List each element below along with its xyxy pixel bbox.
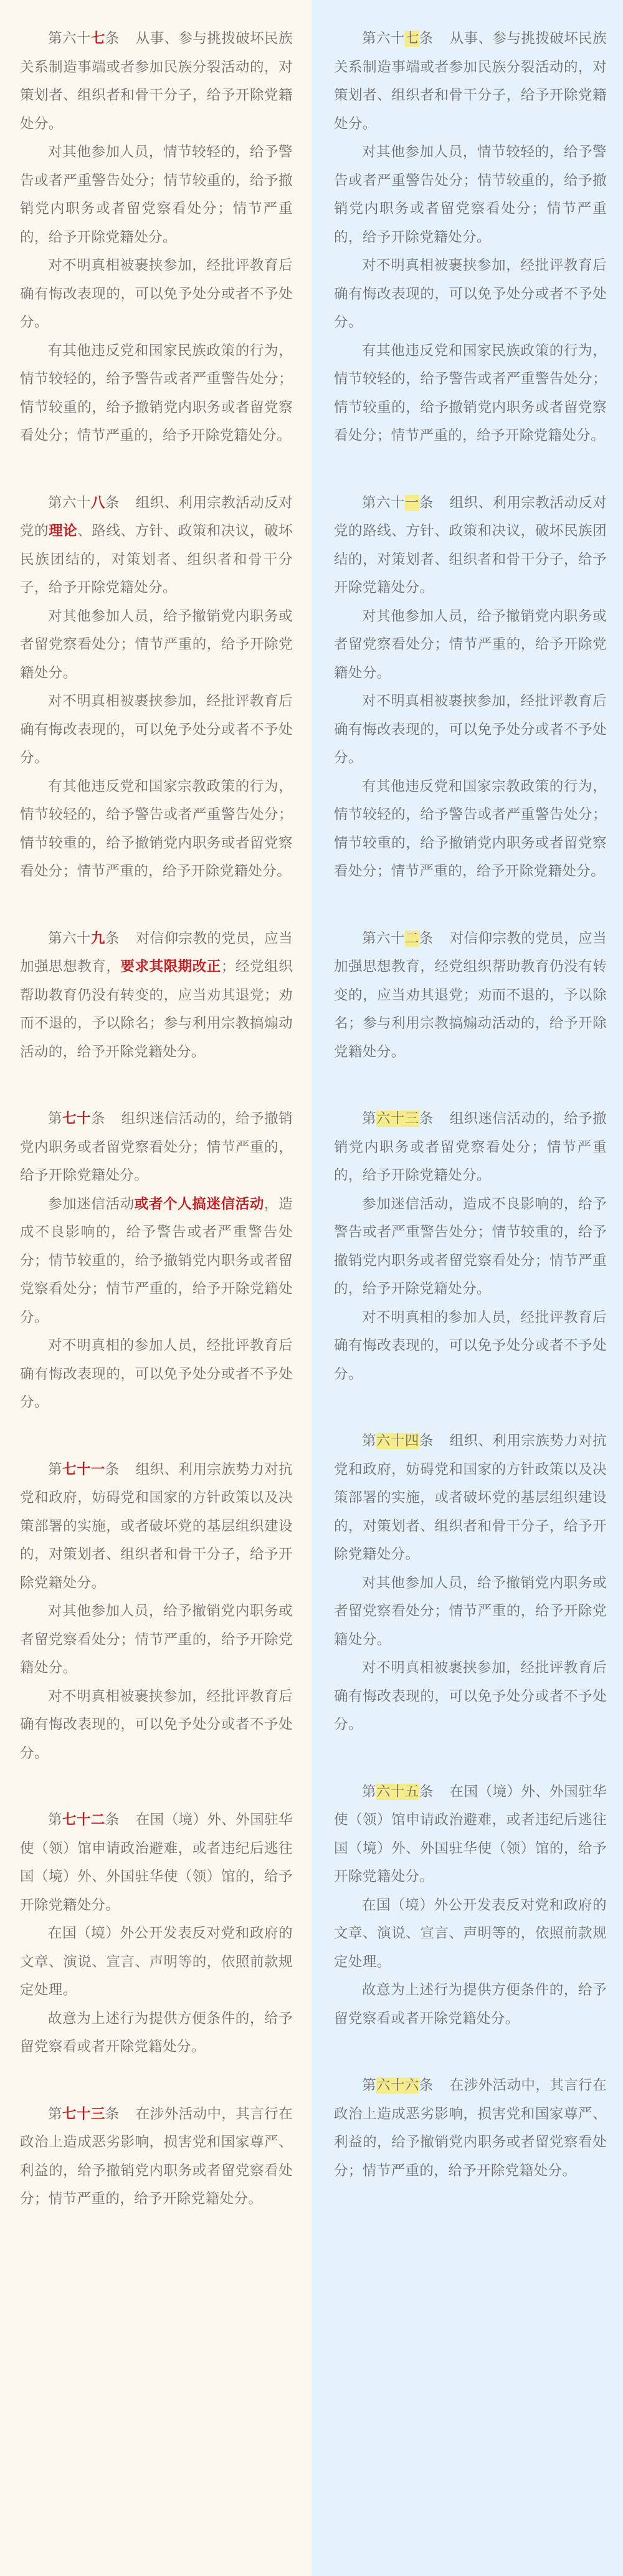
text-segment: 、路线、方针、政策和决议，破坏民族团结的，对策划者、组织者和骨干分子，给予开除党籍处分。: [20, 523, 293, 596]
text-segment: 故意为上述行为提供方便条件的，给予留党察看或者开除党籍处分。: [20, 2010, 293, 2055]
article-number: [48, 1812, 120, 1828]
article-paragraph: [20, 1920, 293, 2005]
article-paragraph: [334, 1190, 607, 1304]
original-text-column: [312, 0, 623, 2576]
article-paragraph: [20, 489, 293, 603]
article-number-suffix: 条: [105, 1461, 120, 1478]
text-segment: 对其他参加人员，给予撤销党内职务或者留党察看处分；情节严重的，给予开除党籍处分。: [20, 1603, 293, 1676]
article-number-suffix: 条: [105, 494, 120, 511]
text-segment: 组织、利用宗教活动反对党的路线、方针、政策和决议，破坏民族团结的，对策划者、组织者和骨干分子，给予开除党籍处分。: [334, 494, 607, 596]
text-segment: 对不明真相的参加人员，经批评教育后确有悔改表现的，可以免予处分或者不予处分。: [20, 1338, 293, 1410]
text-segment: 组织迷信活动的，给予撤销党内职务或者留党察看处分；情节严重的，给予开除党籍处分。: [334, 1111, 607, 1184]
article-number-suffix: 条: [105, 2105, 120, 2122]
text-segment: 参加迷信活动: [48, 1195, 135, 1212]
article-number-prefix: 第: [48, 2105, 62, 2122]
article-number-suffix: 条: [419, 1433, 434, 1449]
article-number-prefix: 第: [48, 1461, 62, 1478]
article-number: [48, 931, 120, 947]
article-number-prefix: 第六十: [362, 494, 405, 511]
text-segment: 对其他参加人员，情节较轻的，给予警告或者严重警告处分；情节较重的，给予撤销党内职务或者留党察看处分；情节严重的，给予开除党籍处分。: [334, 144, 607, 246]
added-text: 或者个人搞迷信活动: [134, 1195, 264, 1212]
article-number-suffix: 条: [419, 1783, 434, 1800]
article-number-prefix: 第六十: [48, 930, 91, 947]
text-segment: 对不明真相的参加人员，经批评教育后确有悔改表现的，可以免予处分或者不予处分。: [334, 1309, 607, 1382]
text-segment: 在国（境）外、外国驻华使（领）馆申请政治避难，或者违纪后逃往国（境）外、外国驻华使（领）馆的，给予开除党籍处分。: [334, 1783, 607, 1885]
article-paragraph: [20, 1190, 293, 1333]
text-segment: 对不明真相被裹挟参加，经批评教育后确有悔改表现的，可以免予处分或者不予处分。: [20, 257, 293, 330]
text-segment: 组织、利用宗教活动反对党的: [20, 494, 293, 539]
article-3: [20, 925, 293, 1067]
text-segment: 在涉外活动中，其言行在政治上造成恶劣影响，损害党和国家尊严、利益的，给予撤销党内职务或者留党察看处分；情节严重的，给予开除党籍处分。: [334, 2077, 607, 2179]
article-paragraph: [334, 489, 607, 603]
text-segment: 对其他参加人员，给予撤销党内职务或者留党察看处分；情节严重的，给予开除党籍处分。: [20, 608, 293, 681]
article-number: [362, 495, 434, 511]
article-number-suffix: 条: [105, 31, 120, 47]
article-paragraph: [20, 25, 293, 138]
article-number-changed: 六十三: [376, 1111, 419, 1127]
article-number-prefix: 第: [48, 1111, 62, 1127]
text-segment: 有其他违反党和国家民族政策的行为，情节较轻的，给予警告或者严重警告处分；情节较重的，给予撤销党内职务或者留党察看处分；情节严重的，给予开除党籍处分。: [334, 342, 607, 444]
article-paragraph: [334, 1304, 607, 1389]
added-text: 理论: [49, 523, 78, 539]
article-number-prefix: 第六十: [362, 930, 405, 947]
text-segment: ，造成不良影响的，给予警告或者严重警告处分；情节较重的，给予撤销党内职务或者留党察看处分；情节严重的，给予开除党籍处分。: [20, 1195, 293, 1326]
article-number-suffix: 条: [90, 1111, 105, 1127]
text-segment: 对不明真相被裹挟参加，经批评教育后确有悔改表现的，可以免予处分或者不予处分。: [20, 693, 293, 766]
article-paragraph: [20, 138, 293, 252]
article-number-suffix: 条: [105, 930, 120, 947]
article-number-suffix: 条: [105, 1812, 120, 1828]
text-segment: ；经党组织帮助教育仍没有转变的，应当劝其退党；劝而不退的，予以除名；参与利用宗教搞煽动活动的，给予开除党籍处分。: [20, 959, 293, 1060]
article-number-changed: 七十三: [62, 2105, 105, 2122]
article-number-prefix: 第六十: [48, 494, 91, 511]
article-number: [48, 1111, 105, 1127]
article-paragraph: [334, 1427, 607, 1569]
article-paragraph: [334, 337, 607, 451]
article-paragraph: [20, 337, 293, 451]
text-segment: 有其他违反党和国家宗教政策的行为，情节较轻的，给予警告或者严重警告处分；情节较重的，给予撤销党内职务或者留党察看处分；情节严重的，给予开除党籍处分。: [334, 778, 607, 879]
article-paragraph: [334, 1778, 607, 1892]
article-number: [48, 1462, 120, 1478]
article-paragraph: [334, 603, 607, 688]
article-paragraph: [334, 1654, 607, 1740]
text-segment: 在国（境）外公开发表反对党和政府的文章、演说、宣言、声明等的，依照前款规定处理。: [20, 1925, 293, 1998]
text-segment: 对信仰宗教的党员，应当加强思想教育，: [20, 930, 293, 975]
article-paragraph: [334, 1976, 607, 2033]
article-number-prefix: 第: [362, 2077, 376, 2094]
article-paragraph: [334, 1569, 607, 1655]
text-segment: 对不明真相被裹挟参加，经批评教育后确有悔改表现的，可以免予处分或者不予处分。: [334, 1660, 607, 1733]
text-segment: 故意为上述行为提供方便条件的，给予留党察看或者开除党籍处分。: [334, 1982, 607, 2027]
article-4: [334, 1105, 607, 1389]
article-number: [362, 1784, 434, 1800]
article-number-prefix: 第: [362, 1111, 376, 1127]
article-paragraph: [20, 2100, 293, 2214]
article-number-changed: 二: [404, 930, 419, 947]
article-number: [362, 2077, 434, 2094]
article-paragraph: [20, 603, 293, 688]
article-number-changed: 七十: [62, 1111, 91, 1127]
article-paragraph: [334, 1105, 607, 1190]
article-number-changed: 七十一: [62, 1461, 105, 1478]
text-segment: 组织、利用宗族势力对抗党和政府，妨碍党和国家的方针政策以及决策部署的实施，或者破坏党的基层组织建设的，对策划者、组织者和骨干分子，给予开除党籍处分。: [20, 1461, 293, 1591]
text-segment: 对其他参加人员，给予撤销党内职务或者留党察看处分；情节严重的，给予开除党籍处分。: [334, 1574, 607, 1648]
article-paragraph: [20, 1332, 293, 1417]
text-segment: 对不明真相被裹挟参加，经批评教育后确有悔改表现的，可以免予处分或者不予处分。: [20, 1688, 293, 1761]
article-3: [334, 925, 607, 1067]
article-paragraph: [20, 1683, 293, 1768]
text-segment: 在国（境）外公开发表反对党和政府的文章、演说、宣言、声明等的，依照前款规定处理。: [334, 1897, 607, 1970]
article-paragraph: [20, 1105, 293, 1190]
text-segment: 在涉外活动中，其言行在政治上造成恶劣影响，损害党和国家尊严、利益的，给予撤销党内职务或者留党察看处分；情节严重的，给予开除党籍处分。: [20, 2105, 293, 2207]
article-number-suffix: 条: [419, 930, 434, 947]
article-number-suffix: 条: [419, 494, 434, 511]
text-segment: 组织迷信活动的，给予撤销党内职务或者留党察看处分；情节严重的，给予开除党籍处分。: [20, 1111, 293, 1184]
article-number: [48, 31, 120, 47]
article-number: [362, 31, 434, 47]
article-number-prefix: 第: [362, 1783, 376, 1800]
article-number: [362, 931, 434, 947]
article-paragraph: [20, 687, 293, 773]
article-number-suffix: 条: [419, 31, 434, 47]
article-paragraph: [334, 2072, 607, 2185]
text-segment: 对其他参加人员，给予撤销党内职务或者留党察看处分；情节严重的，给予开除党籍处分。: [334, 608, 607, 681]
text-segment: 对不明真相被裹挟参加，经批评教育后确有悔改表现的，可以免予处分或者不予处分。: [334, 693, 607, 766]
article-6: [334, 1778, 607, 2034]
article-paragraph: [20, 1806, 293, 1920]
article-1: [20, 25, 293, 451]
article-number-suffix: 条: [419, 2077, 434, 2094]
text-segment: 从事、参与挑拨破坏民族关系制造事端或者参加民族分裂活动的，对策划者、组织者和骨干分子，给予开除党籍处分。: [334, 31, 607, 132]
article-number-changed: 七: [404, 31, 419, 47]
article-6: [20, 1806, 293, 2062]
article-paragraph: [334, 773, 607, 886]
article-paragraph: [334, 687, 607, 773]
article-number-changed: 六十五: [376, 1783, 419, 1800]
text-segment: 对不明真相被裹挟参加，经批评教育后确有悔改表现的，可以免予处分或者不予处分。: [334, 257, 607, 330]
article-7: [20, 2100, 293, 2214]
text-segment: 在国（境）外、外国驻华使（领）馆申请政治避难，或者违纪后逃往国（境）外、外国驻华使（领）馆的，给予开除党籍处分。: [20, 1812, 293, 1913]
article-number-changed: 九: [90, 930, 105, 947]
article-number-changed: 八: [90, 494, 105, 511]
article-paragraph: [334, 25, 607, 138]
article-paragraph: [334, 138, 607, 252]
article-number-changed: 六十四: [376, 1433, 419, 1449]
article-paragraph: [20, 2005, 293, 2062]
added-text: 要求其限期改正: [120, 959, 221, 975]
text-segment: 对其他参加人员，情节较轻的，给予警告或者严重警告处分；情节较重的，给予撤销党内职务或者留党察看处分；情节严重的，给予开除党籍处分。: [20, 144, 293, 246]
text-segment: 参加迷信活动，造成不良影响的，给予警告或者严重警告处分；情节较重的，给予撤销党内职务或者留党察看处分；情节严重的，给予开除党籍处分。: [334, 1195, 607, 1297]
article-paragraph: [20, 1456, 293, 1598]
text-segment: 对信仰宗教的党员，应当加强思想教育，经党组织帮助教育仍没有转变的，应当劝其退党；劝而不退的，予以除名；参与利用宗教搞煽动活动的，给予开除党籍处分。: [334, 930, 607, 1060]
article-2: [20, 489, 293, 886]
article-5: [334, 1427, 607, 1740]
article-5: [20, 1456, 293, 1768]
article-number: [48, 2106, 120, 2122]
article-number-changed: 一: [404, 494, 419, 511]
article-4: [20, 1105, 293, 1417]
article-paragraph: [20, 1597, 293, 1683]
article-2: [334, 489, 607, 886]
article-1: [334, 25, 607, 451]
article-paragraph: [20, 925, 293, 1067]
article-paragraph: [20, 773, 293, 886]
article-number-changed: 七十二: [62, 1812, 105, 1828]
article-paragraph: [334, 925, 607, 1067]
article-paragraph: [334, 252, 607, 337]
text-segment: 有其他违反党和国家宗教政策的行为，情节较轻的，给予警告或者严重警告处分；情节较重的，给予撤销党内职务或者留党察看处分；情节严重的，给予开除党籍处分。: [20, 778, 293, 879]
article-number-prefix: 第六十: [48, 31, 91, 47]
article-number-prefix: 第: [362, 1433, 376, 1449]
article-number-changed: 七: [90, 31, 105, 47]
article-number-changed: 六十六: [376, 2077, 419, 2094]
text-segment: 从事、参与挑拨破坏民族关系制造事端或者参加民族分裂活动的，对策划者、组织者和骨干分子，给予开除党籍处分。: [20, 31, 293, 132]
article-number-suffix: 条: [419, 1111, 434, 1127]
article-paragraph: [20, 252, 293, 337]
article-number: [48, 495, 120, 511]
article-paragraph: [334, 1892, 607, 1977]
article-number-prefix: 第: [48, 1812, 62, 1828]
article-number: [362, 1111, 434, 1127]
article-number: [362, 1433, 434, 1449]
article-number-prefix: 第六十: [362, 31, 405, 47]
article-7: [334, 2072, 607, 2185]
text-segment: 组织、利用宗族势力对抗党和政府，妨碍党和国家的方针政策以及决策部署的实施，或者破坏党的基层组织建设的，对策划者、组织者和骨干分子，给予开除党籍处分。: [334, 1433, 607, 1563]
text-segment: 有其他违反党和国家民族政策的行为，情节较轻的，给予警告或者严重警告处分；情节较重的，给予撤销党内职务或者留党察看处分；情节严重的，给予开除党籍处分。: [20, 342, 293, 444]
